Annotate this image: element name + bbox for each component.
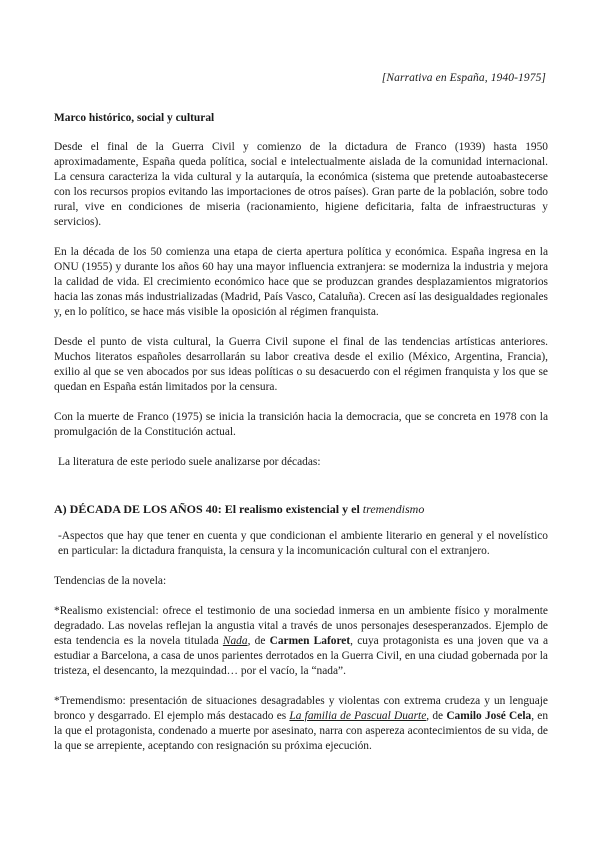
paragraph-tremendismo bbox=[54, 694, 548, 754]
realismo-text-b: , de bbox=[247, 635, 270, 647]
paragraph-aspectos: -Aspectos que hay que tener en cuenta y que condicionan el ambiente literario en general y el novelístico en particular: la dictadura franquista, la censura y la incomunicación cultural con el extranjero. bbox=[58, 530, 548, 557]
section-title-decada-40 bbox=[54, 502, 548, 517]
paragraph-1: Desde el final de la Guerra Civil y comienzo de la dictadura de Franco (1939) hasta 1950 aproximadamente, España queda política, social e intelectualmente aislada de la comunidad internacional. La censura caracteriza la vida cultural y la autarquía, la económica (sistema que pretende autoabastecerse con los recursos propios evitando las importaciones de otros países). Gran parte de la población, sobre todo rural, vive en condiciones de miseria (racionamiento, higiene deficitaria, falta de infraestructuras y servicios). bbox=[54, 141, 548, 228]
paragraph-5: La literatura de este periodo suele analizarse por décadas: bbox=[58, 456, 321, 468]
paragraph-2: En la década de los 50 comienza una etapa de cierta apertura política y económica. España ingresa en la ONU (1955) y durante los años 60 hay una mayor influencia extranjera: se moderniza la industria y mejora la calidad de vida. El crecimiento económico hace que se produzcan grandes desplazamientos migratorios hacia las zonas más industrializadas (Madrid, País Vasco, Cataluña). Crecen así las desigualdades regionales y, en lo político, se hace más visible la oposición al régimen franquista. bbox=[54, 246, 548, 318]
author-camilo-jose-cela: Camilo José Cela bbox=[446, 710, 532, 722]
document-content bbox=[54, 111, 548, 769]
paragraph-3: Desde el punto de vista cultural, la Guerra Civil supone el final de las tendencias artísticas anteriores. Muchos literatos españoles desarrollarán su labor creativa desde el exilio (México, Argentina, Francia), exilio al que se ven abocados por sus ideas políticas o su desacuerdo con el régimen franquista y los que se quedan en España están limitados por la censura. bbox=[54, 336, 548, 393]
tremendismo-text-c: , en la que el protagonista, condenado a muerte por asesinato, narra con aspereza acontecimientos de su vida, de la que se arrepiente, aceptando con resignación su próxima ejecución. bbox=[54, 710, 549, 752]
author-carmen-laforet: Carmen Laforet bbox=[269, 635, 351, 647]
paragraph-realismo-existencial bbox=[54, 604, 548, 679]
section-title-decada-40-italic: tremendismo bbox=[362, 502, 425, 516]
link-pascual-duarte[interactable]: La familia de Pascual Duarte bbox=[289, 710, 427, 722]
tremendismo-text-a: *Tremendismo: presentación de situaciones desagradables y violentas con extrema crudeza y un lenguaje bronco y desgarrado. El ejemplo más destacado es bbox=[54, 695, 548, 722]
link-nada[interactable]: Nada bbox=[222, 635, 248, 647]
paragraph-4: Con la muerte de Franco (1975) se inicia la transición hacia la democracia, que se concreta en 1978 con la promulgación de la Constitución actual. bbox=[54, 411, 548, 438]
header-note: [Narrativa en España, 1940-1975] bbox=[381, 72, 546, 84]
realismo-text-c: , cuya protagonista es una joven que va a estudiar a Barcelona, a casa de unos parientes derrotados en la Guerra Civil, en una ciudad gobernada por la tristeza, el desencanto, la mezquindad… por el vacío, la “nada”. bbox=[54, 635, 549, 677]
realismo-text-a: *Realismo existencial: ofrece el testimonio de una sociedad inmersa en un ambiente físico y moralmente degradado. Las novelas reflejan la angustia vital a través de unos personajes desesperanzados. Ejemplo de esta tendencia es la novela titulada bbox=[54, 605, 548, 647]
paragraph-tendencias: Tendencias de la novela: bbox=[54, 575, 167, 587]
tremendismo-text-b: , de bbox=[426, 710, 447, 722]
section-title-marco: Marco histórico, social y cultural bbox=[54, 112, 215, 124]
section-title-decada-40-main: A) DÉCADA DE LOS AÑOS 40: El realismo existencial y el bbox=[54, 502, 363, 516]
